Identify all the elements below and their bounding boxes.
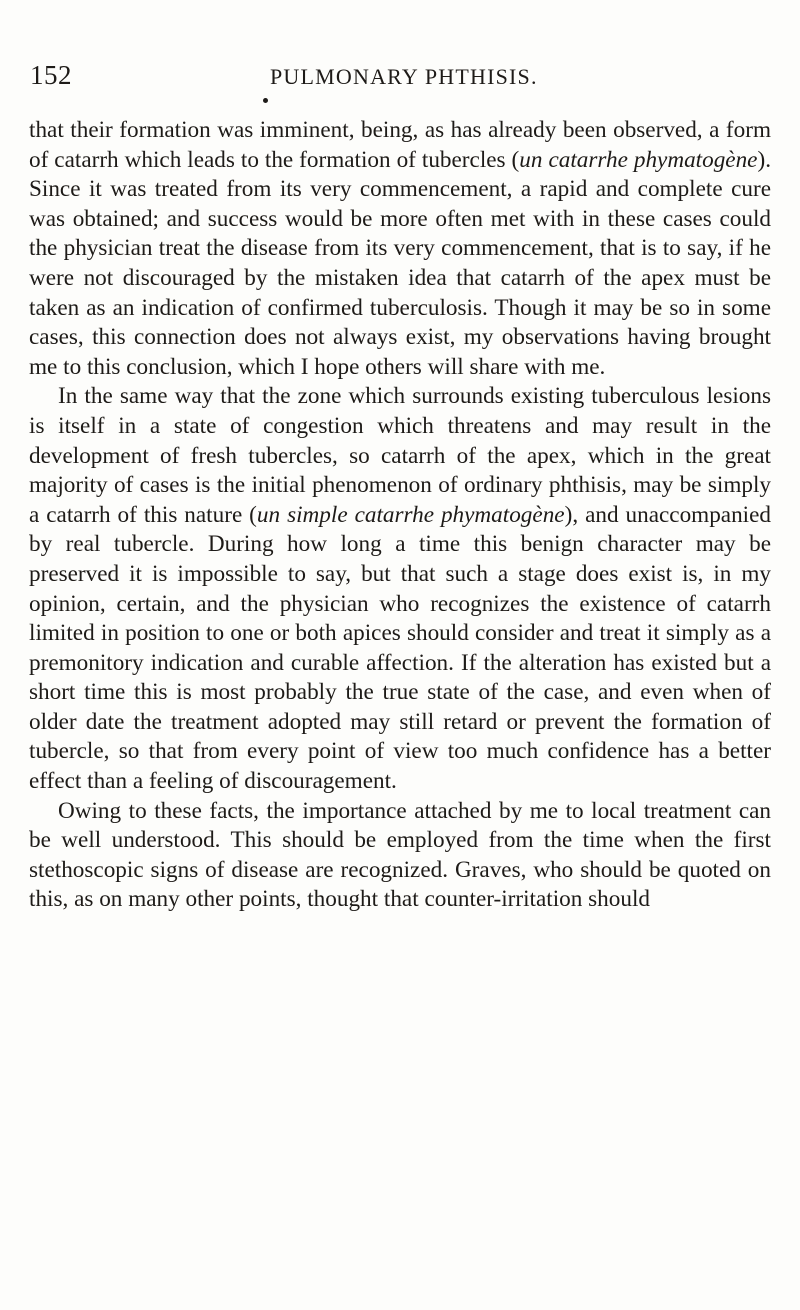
page-number: 152 [30, 60, 72, 90]
paragraph-1-text-2: ). Since it was treated from its very commencement, a rapid and complete cure was obtained; and success would be more often met with in these cases could the physician treat the disease from its very commencement, that is to say, if he were not discouraged by the mistaken idea that catarrh of the apex must be taken as an indication of confirmed tuberculosis. Though it may be so in some cases, this connection does not always exist, my observations having brought me to this conclusion, which I hope others will share with me. [29, 146, 772, 380]
paragraph-2-text-2: ), and unaccompanied by real tubercle. During how long a time this benign character may be preserved it is impossible to say, but that such a stage does exist is, in my opinion, certain, and the physician who recognizes the existence of catarrh limited in position to one or both apices should consider and treat it simply as a premonitory indication and curable affection. If the alteration has existed but a short time this is most probably the true state of the case, and even when of older date the treatment adopted may still retard or prevent the formation of tubercle, so that from every point of view too much confidence has a better effect than a feeling of discouragement. [29, 501, 772, 795]
paragraph-3-text-1: Owing to these facts, the importance attached by me to local treatment can be well understood. This should be employed from the time when the first stethoscopic signs of disease are recognized. Graves, who should be quoted on this, as on many other points, thought that counter-irritation should [29, 797, 771, 913]
ornament-dot [263, 98, 268, 103]
body-text [29, 116, 771, 915]
paragraph-1-italic-phrase: un catarrhe phymatogène [519, 146, 758, 173]
paragraph-3 [29, 797, 771, 915]
running-head [30, 60, 775, 100]
paragraph-1-text-1: that their formation was imminent, being, as has already been observed, a form of catarrh which leads to the formation of tubercles ( [29, 117, 771, 173]
paragraph-2-italic-phrase: un simple catarrhe phymatogène [256, 501, 565, 528]
paragraph-2 [29, 382, 771, 796]
running-title: PULMONARY PHTHISIS. [270, 64, 538, 89]
paragraph-1 [29, 116, 771, 382]
paragraph-2-text-1: In the same way that the zone which surrounds existing tuberculous lesions is itself in a state of congestion which threatens and may result in the development of fresh tubercles, so catarrh of the apex, which in the great majority of cases is the initial phenomenon of ordinary phthisis, may be simply a catarrh of this nature ( [29, 383, 771, 528]
